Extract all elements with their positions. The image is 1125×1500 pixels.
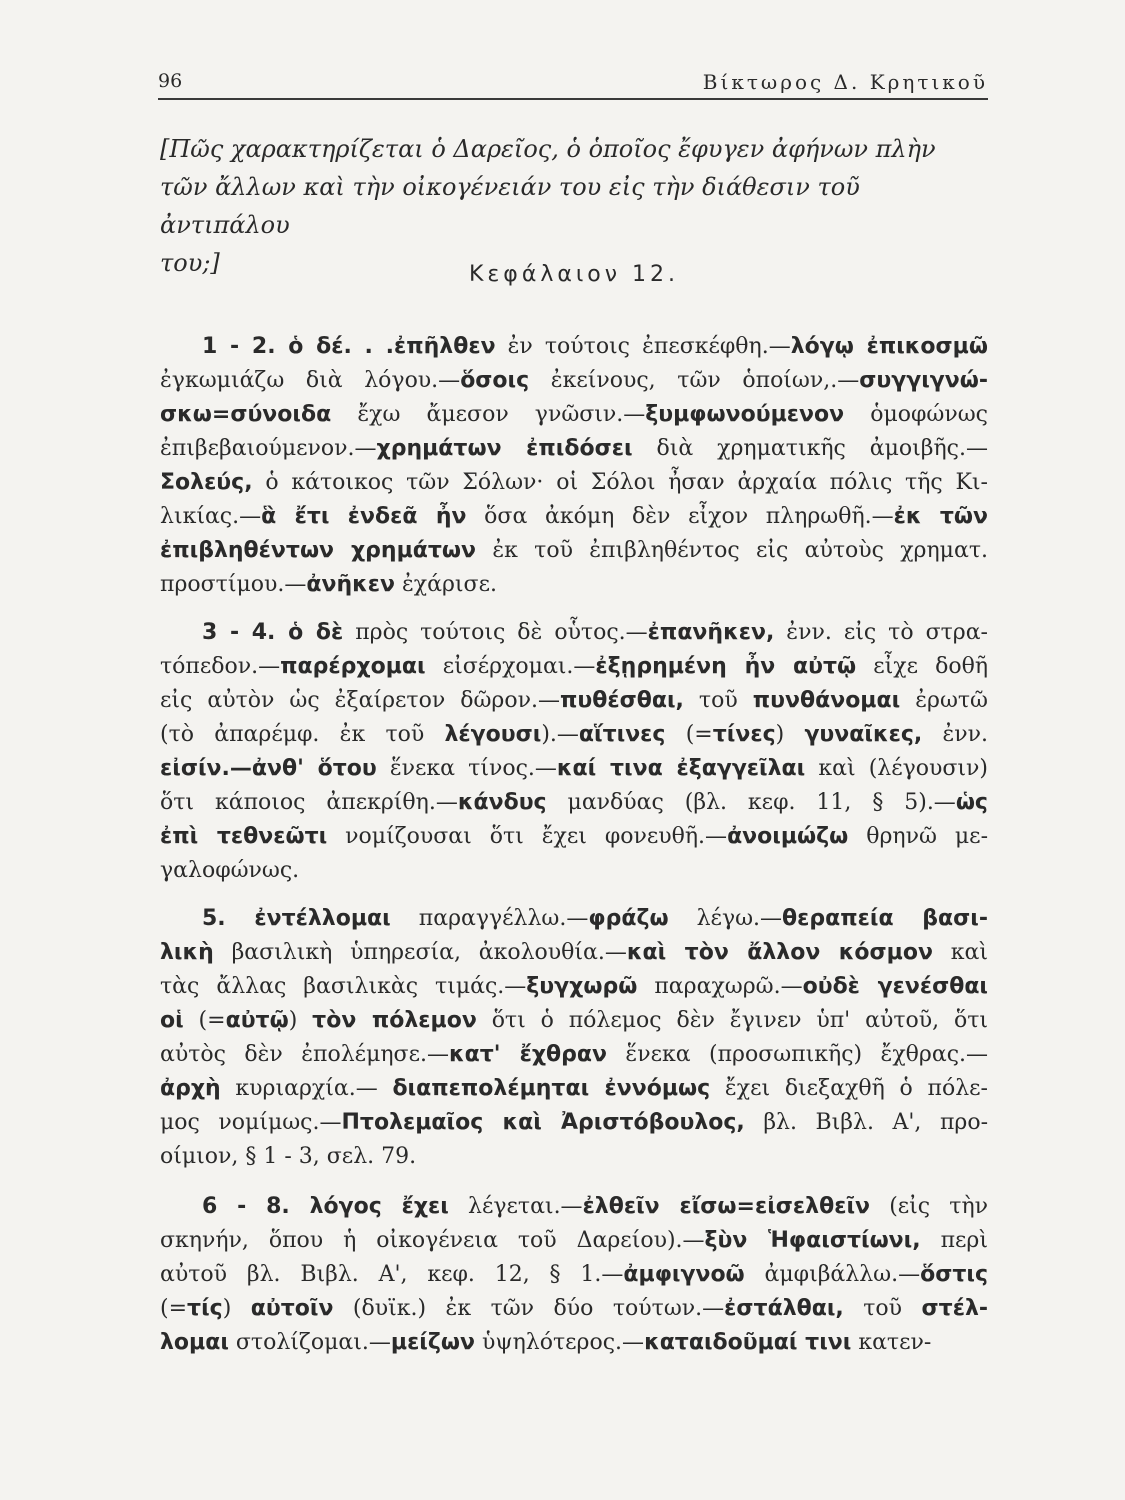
- lemma-term: στέλ-: [921, 1296, 989, 1321]
- gloss-text: τὰς ἄλλας βασιλικὰς τιμάς.—: [160, 974, 527, 999]
- lemma-term: λικὴ: [160, 940, 214, 965]
- gloss-text: ὅσα ἀκόμη δὲν εἶχον πληρωθῆ.—: [466, 504, 894, 529]
- gloss-text: θρηνῶ με-: [848, 824, 988, 849]
- lemma-term: καὶ τὸν ἄλλον κόσμον: [626, 940, 933, 965]
- lemma-term: 1 - 2. ὁ δέ. . .ἐπῆλθεν: [202, 334, 496, 359]
- gloss-text: βλ. Βιβλ. Α', προ-: [744, 1110, 989, 1135]
- lemma-term: αὐτῷ: [225, 1008, 289, 1033]
- gloss-text: καὶ (λέγουσιν): [805, 756, 989, 781]
- gloss-text: (=: [665, 722, 713, 747]
- text-line: [160, 902, 988, 936]
- question-line: του;]: [160, 249, 220, 277]
- lemma-term: ξυγχωρῶ: [526, 974, 638, 999]
- lemma-term: ὅσοις: [460, 368, 530, 393]
- lemma-term: διαπεπολέμηται ἐννόμως: [392, 1076, 711, 1101]
- lemma-term: συγγιγνώ-: [859, 368, 989, 393]
- lemma-term: τίς: [187, 1296, 223, 1321]
- text-line: [160, 718, 988, 752]
- lemma-term: ἐξῃρημένη ἦν αὐτῷ: [595, 654, 857, 679]
- lemma-term: ἀνῆκεν: [306, 572, 395, 597]
- gloss-text: ἐκείνους, τῶν ὁποίων,.—: [529, 368, 860, 393]
- text-line: [160, 820, 988, 854]
- lemma-term: κάνδυς: [457, 790, 547, 815]
- gloss-text: τοῦ: [843, 1296, 922, 1321]
- gloss-text: περὶ: [920, 1228, 988, 1253]
- lemma-term: πυθέσθαι,: [559, 688, 684, 713]
- gloss-text: παραχωρῶ.—: [637, 974, 803, 999]
- text-line: [160, 616, 988, 650]
- lemma-term: ἀνοιμώζω: [727, 824, 849, 849]
- text-line: [160, 1326, 988, 1360]
- gloss-text: ἀμφιβάλλω.—: [744, 1262, 921, 1287]
- gloss-text: ἐχάρισε.: [395, 572, 497, 597]
- text-line: [160, 398, 988, 432]
- lemma-term: σκω=σύνοιδα: [160, 402, 332, 427]
- gloss-text: μος νομίμως.—: [160, 1110, 342, 1135]
- text-line: [160, 1190, 988, 1224]
- lemma-term: λέγουσι: [444, 722, 542, 747]
- gloss-text: λέγεται.—: [448, 1194, 583, 1219]
- lemma-term: ἀρχὴ: [160, 1076, 221, 1101]
- commentary-paragraph: [160, 616, 988, 888]
- lemma-term: οὐδὲ γενέσθαι: [802, 974, 989, 999]
- lemma-term: κατ' ἔχθραν: [448, 1042, 607, 1067]
- gloss-text: ).—: [541, 722, 579, 747]
- lemma-term: 6 - 8. λόγος ἔχει: [202, 1194, 449, 1219]
- lemma-term: ξυμφωνούμενον: [645, 402, 845, 427]
- text-line: [160, 466, 988, 500]
- gloss-text: ὅτι ὁ πόλεμος δὲν ἔγινεν ὑπ' αὐτοῦ, ὅτι: [476, 1008, 989, 1033]
- text-line: [160, 970, 988, 1004]
- gloss-text: τόπεδον.—: [160, 654, 281, 679]
- text-line: [160, 432, 988, 466]
- page-number: 96: [158, 70, 183, 92]
- text-line: [160, 568, 988, 602]
- gloss-text: ἐκ τοῦ ἐπιβληθέντος εἰς αὐτοὺς χρηματ.: [476, 538, 988, 563]
- lemma-term: μείζων: [390, 1330, 475, 1355]
- text-line: [160, 1106, 988, 1140]
- gloss-text: ὑψηλότερος.—: [475, 1330, 645, 1355]
- gloss-text: νομίζουσαι ὅτι ἔχει φονευθῆ.—: [327, 824, 728, 849]
- question-block: [160, 130, 988, 282]
- gloss-text: (εἰς τὴν: [870, 1194, 989, 1219]
- text-line: [160, 936, 988, 970]
- lemma-term: ἐκ τῶν: [893, 504, 988, 529]
- lemma-term: ὅστις: [920, 1262, 989, 1287]
- gloss-text: ὅτι κάποιος ἀπεκρίθη.—: [160, 790, 458, 815]
- lemma-term: τὸν πόλεμον: [312, 1008, 477, 1033]
- text-line: [160, 1004, 988, 1038]
- gloss-text: πρὸς τούτοις δὲ οὗτος.—: [343, 620, 648, 645]
- gloss-text: λέγω.—: [668, 906, 783, 931]
- commentary-paragraph: [160, 902, 988, 1174]
- gloss-text: εἶχε δοθῆ: [856, 654, 989, 679]
- text-line: [160, 684, 988, 718]
- gloss-text: εἰσέρχομαι.—: [425, 654, 596, 679]
- lemma-term: εἰσίν.—ἀνθ' ὅτου: [160, 756, 377, 781]
- commentary-paragraph: [160, 330, 988, 602]
- lemma-term: ὡς: [955, 790, 988, 815]
- gloss-text: ): [288, 1008, 313, 1033]
- gloss-text: ): [775, 722, 805, 747]
- text-line: [160, 534, 988, 568]
- text-line: [160, 752, 988, 786]
- text-line: [160, 650, 988, 684]
- lemma-term: τίνες: [712, 722, 776, 747]
- text-line: [160, 364, 988, 398]
- lemma-term: Σολεύς,: [160, 470, 253, 495]
- text-line: [160, 854, 988, 888]
- text-line: [160, 786, 988, 820]
- lemma-term: ἐπὶ τεθνεῶτι: [160, 824, 328, 849]
- gloss-text: ἕνεκα τίνος.—: [376, 756, 557, 781]
- page-header: [158, 66, 988, 100]
- lemma-term: καταιδοῦμαί τινι: [644, 1330, 852, 1355]
- gloss-text: διὰ χρηματικῆς ἀμοιβῆς.—: [632, 436, 988, 461]
- lemma-term: αἵτινες: [578, 722, 666, 747]
- gloss-text: (=: [183, 1008, 226, 1033]
- text-line: [160, 1258, 988, 1292]
- gloss-text: ἐγκωμιάζω διὰ λόγου.—: [160, 368, 461, 393]
- text-line: [160, 1140, 988, 1174]
- lemma-term: φράζω: [588, 906, 669, 931]
- gloss-text: σκηνήν, ὅπου ἡ οἰκογένεια τοῦ Δαρείου).—: [160, 1228, 705, 1253]
- lemma-term: 5. ἐντέλλομαι: [202, 906, 391, 931]
- lemma-term: οἱ: [160, 1008, 184, 1033]
- lemma-term: λόγῳ ἐπικοσμῶ: [790, 334, 988, 359]
- lemma-term: ἐπιβληθέντων χρημάτων: [160, 538, 477, 563]
- gloss-text: ἔχω ἄμεσον γνῶσιν.—: [331, 402, 646, 427]
- gloss-text: κατεν-: [851, 1330, 932, 1355]
- lemma-term: λομαι: [160, 1330, 229, 1355]
- gloss-text: μανδύας (βλ. κεφ. 11, § 5).—: [546, 790, 956, 815]
- question-line: [Πῶς χαρακτηρίζεται ὁ Δαρεῖος, ὁ ὁποῖος ἔφυγεν ἀφήνων πλὴν: [160, 135, 936, 163]
- gloss-text: ἐν τούτοις ἐπεσκέφθη.—: [495, 334, 791, 359]
- gloss-text: λικίας.—: [160, 504, 262, 529]
- gloss-text: ὁμοφώνως: [844, 402, 988, 427]
- gloss-text: ἐνν. εἰς τὸ στρα-: [774, 620, 988, 645]
- text-line: [160, 1038, 988, 1072]
- gloss-text: οίμιον, § 1 - 3, σελ. 79.: [160, 1144, 417, 1169]
- lemma-term: θεραπεία βασι-: [782, 906, 988, 931]
- gloss-text: καὶ: [932, 940, 988, 965]
- gloss-text: τοῦ: [683, 688, 753, 713]
- gloss-text: (τὸ ἀπαρέμφ. ἐκ τοῦ: [160, 722, 445, 747]
- gloss-text: (δυϊκ.) ἐκ τῶν δύο τούτων.—: [333, 1296, 725, 1321]
- lemma-term: καί τινα ἐξαγγεῖλαι: [556, 756, 806, 781]
- gloss-text: εἰς αὐτὸν ὡς ἐξαίρετον δῶρον.—: [160, 688, 560, 713]
- gloss-text: αὐτὸς δὲν ἐπολέμησε.—: [160, 1042, 449, 1067]
- lemma-term: γυναῖκες,: [804, 722, 923, 747]
- gloss-text: προστίμου.—: [160, 572, 307, 597]
- gloss-text: στολίζομαι.—: [228, 1330, 391, 1355]
- lemma-term: αὐτοῖν: [250, 1296, 334, 1321]
- gloss-text: παραγγέλλω.—: [390, 906, 589, 931]
- lemma-term: πυνθάνομαι: [752, 688, 901, 713]
- lemma-term: χρημάτων ἐπιδόσει: [376, 436, 633, 461]
- lemma-term: ξὺν Ἡφαιστίωνι,: [704, 1228, 921, 1253]
- lemma-term: ἃ ἔτι ἐνδεᾶ ἦν: [261, 504, 467, 529]
- gloss-text: κυριαρχία.—: [220, 1076, 393, 1101]
- commentary-body: [160, 330, 988, 1360]
- lemma-term: ἐπανῆκεν,: [647, 620, 775, 645]
- chapter-title: Κεφάλαιον 12.: [468, 262, 680, 287]
- lemma-term: ἐστάλθαι,: [724, 1296, 844, 1321]
- gloss-text: γαλοφώνως.: [160, 858, 300, 883]
- gloss-text: ἐνν.: [922, 722, 989, 747]
- gloss-text: βασιλικὴ ὑπηρεσία, ἀκολουθία.—: [213, 940, 627, 965]
- running-head: Βίκτωρος Δ. Κρητικοῦ: [702, 70, 988, 94]
- gloss-text: ): [222, 1296, 251, 1321]
- lemma-term: 3 - 4. ὁ δὲ: [202, 620, 344, 645]
- gloss-text: ἔχει διεξαχθῆ ὁ πόλε-: [710, 1076, 988, 1101]
- gloss-text: ἐπιβεβαιούμενον.—: [160, 436, 377, 461]
- commentary-paragraph: [160, 1190, 988, 1360]
- gloss-text: αὐτοῦ βλ. Βιβλ. Α', κεφ. 12, § 1.—: [160, 1262, 624, 1287]
- text-line: [160, 1292, 988, 1326]
- gloss-text: (=: [160, 1296, 188, 1321]
- lemma-term: ἀμφιγνοῶ: [623, 1262, 745, 1287]
- text-line: [160, 500, 988, 534]
- lemma-term: παρέρχομαι: [280, 654, 426, 679]
- gloss-text: ὁ κάτοικος τῶν Σόλων· οἱ Σόλοι ἦσαν ἀρχαία πόλις τῆς Κι-: [252, 470, 988, 495]
- lemma-term: Πτολεμαῖος καὶ Ἀριστόβουλος,: [341, 1110, 745, 1135]
- text-line: [160, 1224, 988, 1258]
- gloss-text: ἕνεκα (προσωπικῆς) ἔχθρας.—: [606, 1042, 989, 1067]
- lemma-term: ἐλθεῖν εἴσω=εἰσελθεῖν: [582, 1194, 871, 1219]
- gloss-text: ἐρωτῶ: [900, 688, 988, 713]
- text-line: [160, 1072, 988, 1106]
- question-line: τῶν ἄλλων καὶ τὴν οἰκογένειάν του εἰς τὴν διάθεσιν τοῦ ἀντιπάλου: [160, 173, 860, 239]
- text-line: [160, 330, 988, 364]
